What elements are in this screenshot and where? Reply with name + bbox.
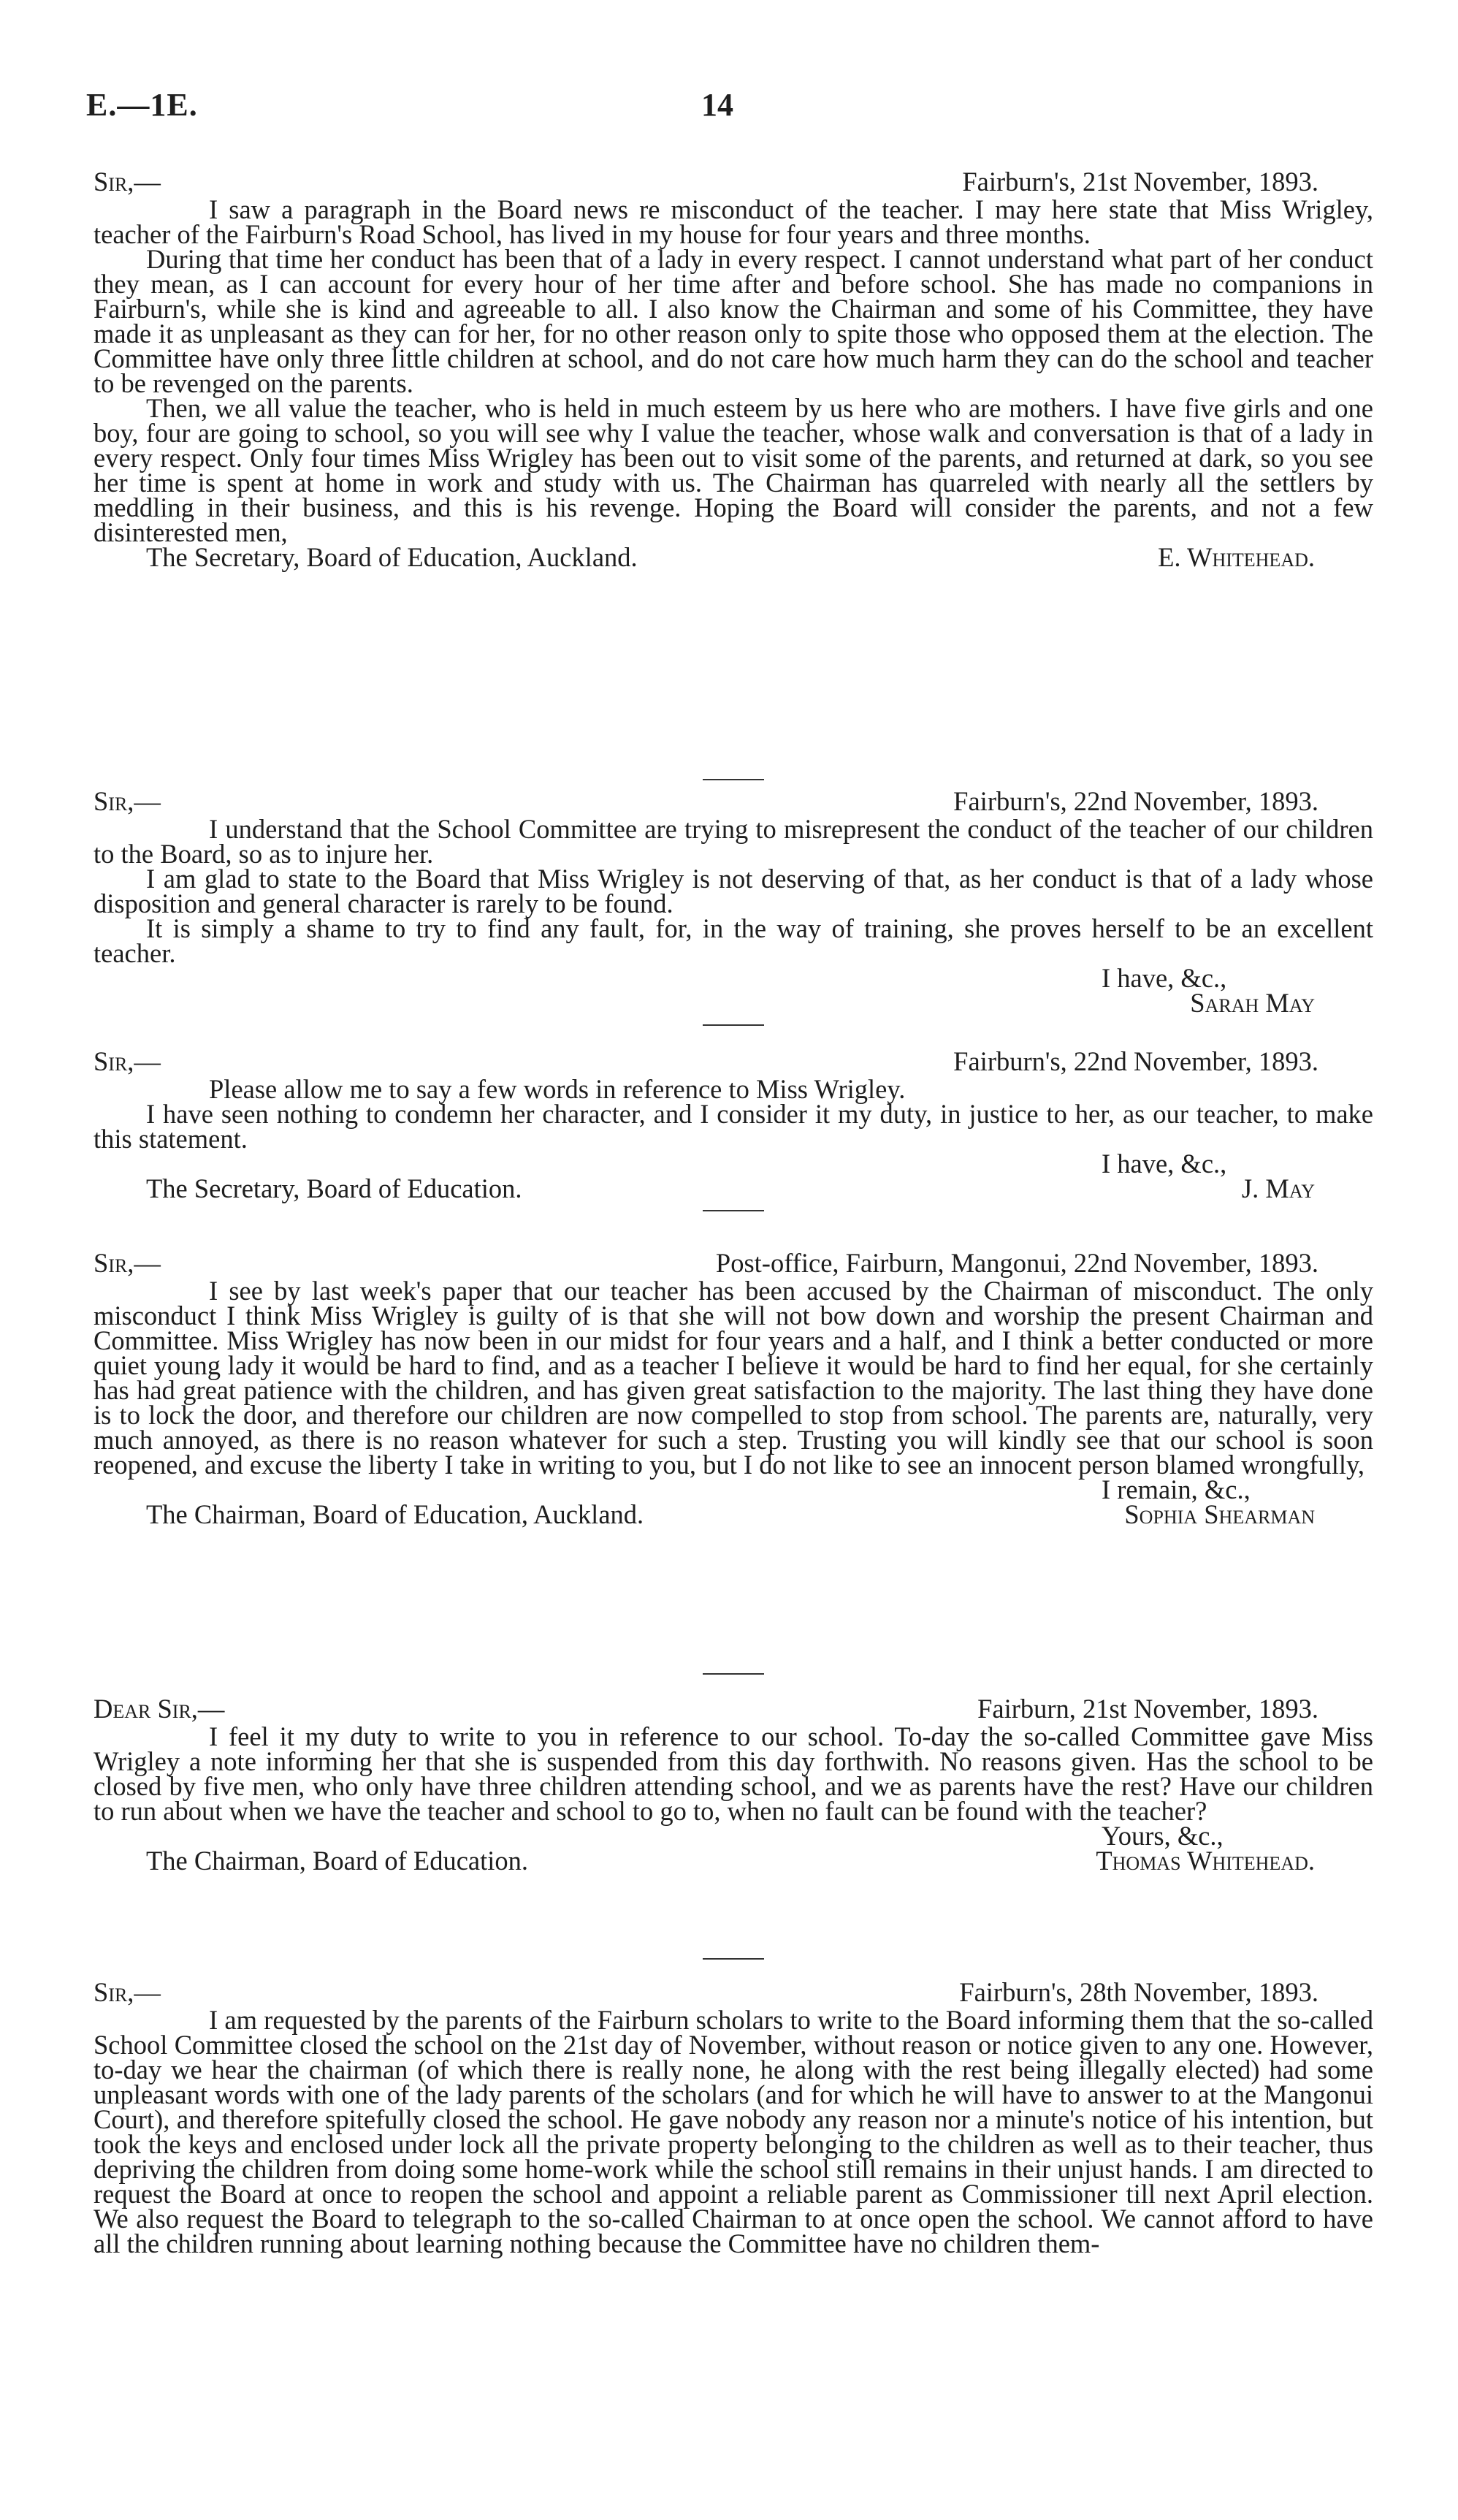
letter-paragraph: Then, we all value the teacher, who is held in much esteem by us here who are mothers. I have five girls and one boy, four are going to school, so you will see why I value the teacher, whose walk and conversation is that of a lady in every respect. Only four times Miss Wrigley has been out to visit some of the parents, and returned at dark, so you see her time is spent at home in work and study with us. The Chairman has quarreled with nearly all the settlers by meddling in their business, and this is his revenge. Hoping the Board will consider the parents, and not a few disinterested men, <box>93 393 1373 547</box>
section-divider <box>703 1210 764 1211</box>
letter-2 <box>93 786 1373 1018</box>
letter-salutation: Sir,— <box>93 1248 161 1278</box>
letter-closing: I have, &c., <box>1102 963 1227 993</box>
letter-closing: I have, &c., <box>1102 1149 1227 1179</box>
letter-paragraph: Please allow me to say a few words in reference to Miss Wrigley. <box>209 1074 906 1104</box>
letter-salutation: Dear Sir,— <box>93 1694 225 1724</box>
letter-signature: Sophia Shearman <box>1124 1499 1315 1529</box>
letter-paragraph: During that time her conduct has been that of a lady in every respect. I cannot understand what part of her conduct they mean, as I can account for every hour of her time after and before school. She has made no companions in Fairburn's, while she is kind and agreeable to all. I also know the Chairman and some of his Committee, they have made it as unpleasant as they can for her, for no other reason only to spite those who opposed them at the election. The Committee have only three little children at school, and do not care how much harm they can do the school and teacher to be revenged on the parents. <box>93 244 1373 398</box>
page-reference: E.—1E. <box>86 87 198 123</box>
letter-date: Fairburn's, 22nd November, 1893. <box>953 1046 1318 1076</box>
section-divider <box>703 779 764 780</box>
letter-paragraph: I saw a paragraph in the Board news re misconduct of the teacher. I may here state that Miss Wrigley, teacher of the Fairburn's Road School, has lived in my house for four years and three months. <box>93 194 1373 249</box>
letter-paragraph: I see by last week's paper that our teacher has been accused by the Chairman of misconduct. The only misconduct I think Miss Wrigley is guilty of is that she will not bow down and worship the present Chairman and Committee. Miss Wrigley has now been in our midst for four years and a half, and I think a better conducted or more quiet young lady it would be hard to find, and as a teacher I believe it would be hard to find her equal, for she certainly has had great patience with the children, and has given great satisfaction to the majority. The last thing they have done is to lock the door, and therefore our children are now compelled to stop from school. The parents are, naturally, very much annoyed, as there is no reason whatever for such a step. Trusting you will kindly see that our school is soon reopened, and excuse the liberty I take in writing to you, but I do not like to see an innocent person blamed wrongfully, <box>93 1276 1373 1480</box>
letter-paragraph: I have seen nothing to condemn her character, and I consider it my duty, in justice to her, as our teacher, to make this statement. <box>93 1099 1373 1154</box>
section-divider <box>703 1673 764 1675</box>
letter-date: Fairburn's, 22nd November, 1893. <box>953 786 1318 816</box>
letter-5 <box>93 1694 1373 1876</box>
letter-3 <box>93 1046 1373 1203</box>
letter-paragraph: I am requested by the parents of the Fairburn scholars to write to the Board informing them that the so-called School Committee closed the school on the 21st day of November, without reason or notice given to any one. However, to-day we hear the chairman (of which there is really none, he along with the rest being illegally elected) had some unpleasant words with one of the lady parents of the scholars (and for which he will have to answer to at the Mangonui Court), and therefore spitefully closed the school. He gave nobody any reason nor a minute's notice of his intention, but took the keys and enclosed under lock all the private property belonging to the children as well as to their teacher, thus depriving the children from doing some home-work while the school still remains in their unjust hands. I am directed to request the Board at once to reopen the school and appoint a reliable parent as Commissioner till next April election. We also request the Board to telegraph to the so-called Chairman to at once open the school. We cannot afford to have all the children running about learning nothing because the Committee have no children them- <box>93 2005 1373 2258</box>
letter-date: Fairburn's, 28th November, 1893. <box>959 1977 1318 2007</box>
letter-date: Fairburn's, 21st November, 1893. <box>962 167 1318 197</box>
letter-paragraph: I understand that the School Committee are trying to misrepresent the conduct of the teacher of our children to the Board, so as to injure her. <box>93 814 1373 869</box>
letter-addressee: The Secretary, Board of Education. <box>146 1173 522 1203</box>
letter-salutation: Sir,— <box>93 786 161 816</box>
section-divider <box>703 1024 764 1026</box>
letter-date: Post-office, Fairburn, Mangonui, 22nd November, 1893. <box>715 1248 1318 1278</box>
letter-signature: E. Whitehead. <box>1158 542 1315 572</box>
letter-paragraph: I feel it my duty to write to you in reference to our school. To-day the so-called Committee gave Miss Wrigley a note informing her that she is suspended from this day forthwith. No reasons given. Has the school to be closed by five men, who only have three children attending school, and we as parents have the rest? Have our children to run about when we have the teacher and school to go to, when no fault can be found with the teacher? <box>93 1721 1373 1826</box>
letter-4 <box>93 1248 1373 1529</box>
letter-salutation: Sir,— <box>93 1046 161 1076</box>
letter-6 <box>93 1977 1373 2258</box>
letter-addressee: The Chairman, Board of Education, Auckland. <box>146 1499 644 1529</box>
section-divider <box>703 1958 764 1960</box>
page-number: 14 <box>701 87 733 123</box>
letter-paragraph: It is simply a shame to try to find any fault, for, in the way of training, she proves herself to be an excellent teacher. <box>93 913 1373 968</box>
letter-signature: J. May <box>1241 1173 1315 1203</box>
letter-date: Fairburn, 21st November, 1893. <box>977 1694 1318 1724</box>
letter-1 <box>93 167 1373 572</box>
letter-paragraph: I am glad to state to the Board that Miss Wrigley is not deserving of that, as her conduct is that of a lady whose disposition and general character is rarely to be found. <box>93 864 1373 918</box>
letter-signature: Sarah May <box>1190 988 1315 1018</box>
letter-closing: I remain, &c., <box>1102 1474 1251 1504</box>
letter-closing: Yours, &c., <box>1102 1821 1224 1851</box>
letter-salutation: Sir,— <box>93 167 161 197</box>
letter-addressee: The Chairman, Board of Education. <box>146 1846 529 1876</box>
letter-addressee: The Secretary, Board of Education, Auckland. <box>146 542 638 572</box>
letter-signature: Thomas Whitehead. <box>1096 1846 1315 1876</box>
letter-salutation: Sir,— <box>93 1977 161 2007</box>
